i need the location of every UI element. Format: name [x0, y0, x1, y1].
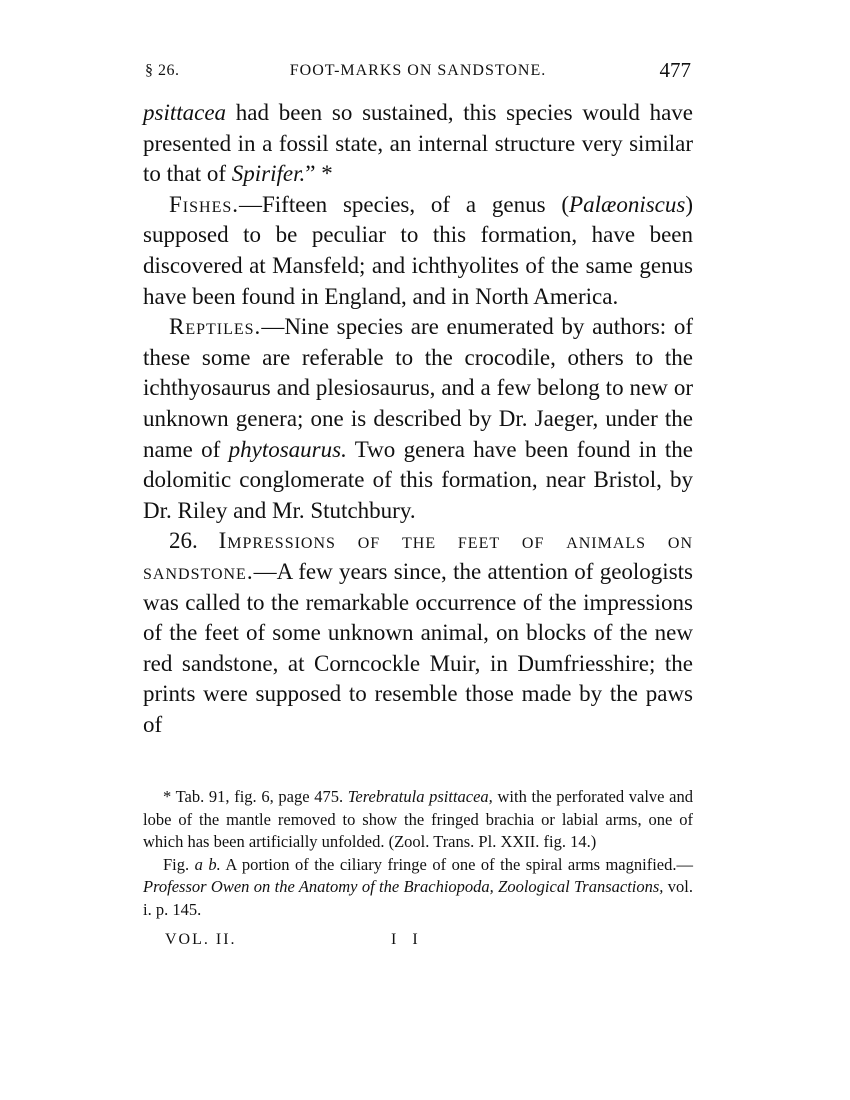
main-text	[143, 98, 693, 740]
page-number: 477	[659, 58, 691, 82]
text-run: —Fifteen species, of a genus (	[239, 191, 570, 217]
paragraph-reptiles	[143, 312, 693, 526]
running-header	[143, 58, 693, 88]
section-heading-fishes: Fishes.	[169, 191, 239, 217]
text-run: with the perforated valve and lobe of the mantle removed to show the fringed brachia or labial arms, one of which has been artificially unfolded. (Zool. Trans. Pl. XXII. fig. 14.)	[143, 787, 693, 852]
italic-term: psittacea	[143, 100, 227, 125]
text-run: Fig.	[163, 854, 195, 874]
italic-citation: Professor Owen on the Anatomy of the Brachiopoda, Zoological Transactions,	[143, 877, 664, 897]
book-page	[143, 58, 693, 955]
text-run: A portion of the ciliary fringe of one of the spiral arms magnified.—	[220, 854, 693, 874]
page-footer	[143, 929, 693, 955]
paragraph-psittacea	[143, 98, 693, 190]
section-heading-reptiles: Reptiles.	[169, 314, 262, 340]
volume-label: VOL. II.	[165, 930, 237, 948]
running-title: FOOT-MARKS ON SANDSTONE.	[289, 62, 547, 79]
italic-term: a b.	[194, 854, 221, 874]
text-run: ” *	[305, 161, 333, 187]
text-run: —A few years since, the attention of geologists was called to the remarkable occurrence of the impressions of the feet of some unknown animal, on blocks of the new red sandstone, at Corncockle Muir, in Dumfriesshire; the prints were supposed to resemble those made by the paws of	[143, 558, 693, 737]
footnote-fig-ab	[143, 854, 693, 921]
section-number: § 26.	[145, 62, 180, 79]
footnote-tab-91	[143, 786, 693, 853]
paragraph-number: 26.	[169, 528, 219, 554]
section-heading-impressions: Impressions of the feet of animals on sandstone.	[143, 528, 693, 584]
italic-term: Spirifer.	[231, 161, 306, 187]
footnotes	[143, 786, 693, 920]
text-run: vol. i. p. 145.	[143, 877, 693, 919]
paragraph-fishes	[143, 190, 693, 312]
italic-term: phytosaurus.	[228, 436, 347, 462]
paragraph-impressions	[143, 526, 693, 740]
text-run: Two genera have been found in the dolomitic conglomerate of this formation, near Bristol, by Dr. Riley and Mr. Stutchbury.	[143, 436, 694, 523]
signature-mark: I I	[391, 930, 424, 948]
text-run: —Nine species are enumerated by authors: of these some are referable to the crocodile, others to the ichthyosaurus and plesiosaurus, and a few belong to new or unknown genera; one is described by Dr. Jaeger, under the name of	[143, 314, 693, 462]
italic-term: Palæoniscus	[569, 191, 686, 217]
text-run: * Tab. 91, fig. 6, page 475.	[163, 787, 348, 807]
text-run: had been so sustained, this species would have presented in a fossil state, an internal structure very similar to that of	[143, 100, 693, 187]
italic-term: Terebratula psittacea,	[347, 787, 493, 807]
text-run: ) supposed to be peculiar to this formation, have been discovered at Mansfeld; and ichthyolites of the same genus have been found in England, and in North America.	[143, 191, 693, 309]
